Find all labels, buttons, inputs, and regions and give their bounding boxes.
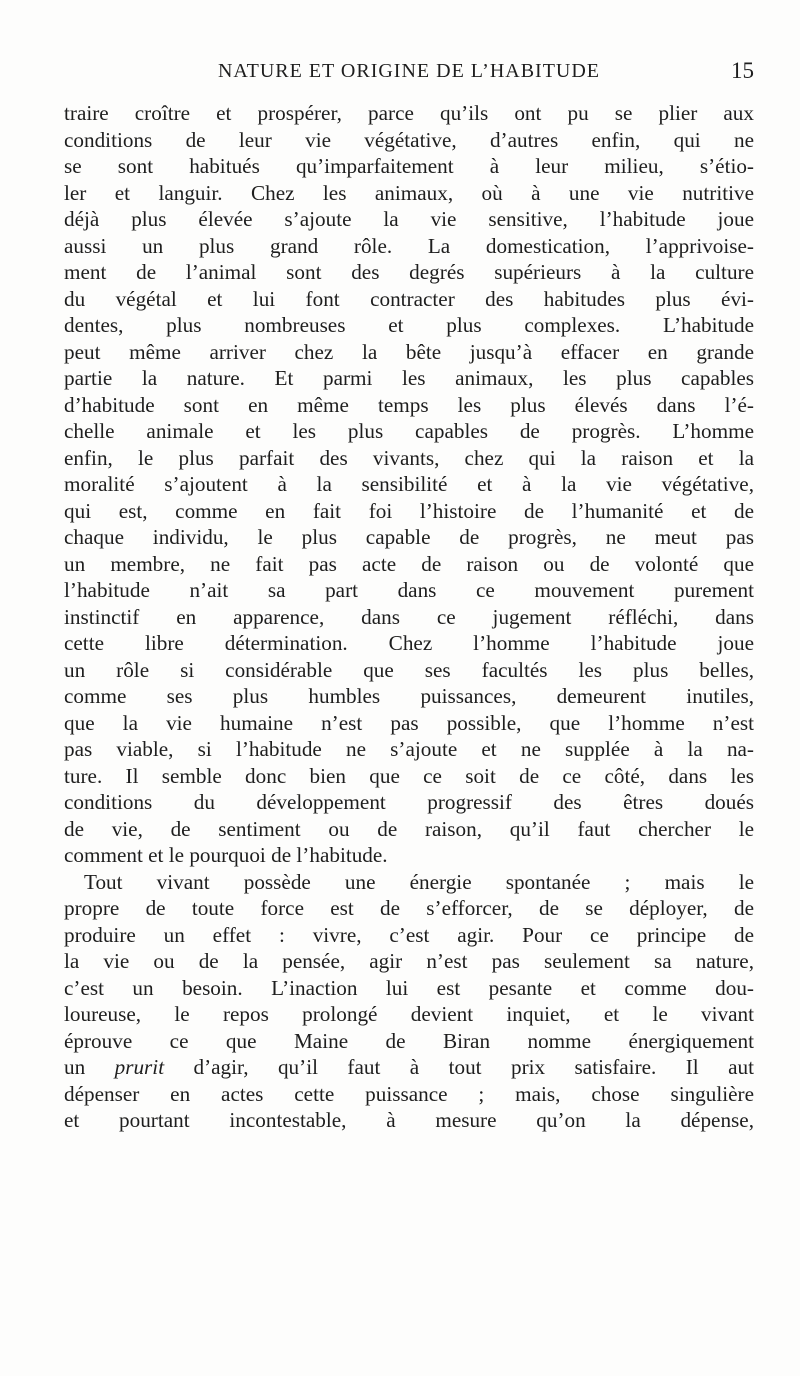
text-line: ment de l’animal sont des degrés supérieurs à la culture: [64, 260, 754, 284]
text-line: enfin, le plus parfait des vivants, chez qui la raison et la: [64, 445, 754, 470]
text-line: qui est, comme en fait foi l’histoire de l’humanité et de: [64, 498, 754, 523]
text-line-with-italic: [64, 1054, 754, 1081]
text-line: propre de toute force est de s’efforcer, de se déployer, de: [64, 896, 754, 920]
text-line: c’est un besoin. L’inaction lui est pesante et comme dou-: [64, 975, 754, 1000]
text-line: loureuse, le repos prolongé devient inquiet, et le vivant: [64, 1002, 754, 1026]
text-line: conditions du développement progressif des êtres doués: [64, 790, 754, 814]
text-line: un rôle si considérable que ses facultés les plus belles,: [64, 657, 754, 682]
text-line: conditions de leur vie végétative, d’autres enfin, qui ne: [64, 127, 754, 152]
text-line: traire croître et prospérer, parce qu’ils ont pu se plier aux: [64, 101, 754, 125]
text-segment: un: [64, 1055, 115, 1079]
text-line: pas viable, si l’habitude ne s’ajoute et ne supplée à la na-: [64, 737, 754, 761]
text-line: éprouve ce que Maine de Biran nomme énergiquement: [64, 1028, 754, 1053]
text-line: instinctif en apparence, dans ce jugement réfléchi, dans: [64, 604, 754, 629]
text-line: cette libre détermination. Chez l’homme l’habitude joue: [64, 631, 754, 655]
running-head: [64, 60, 754, 90]
text-line: la vie ou de la pensée, agir n’est pas seulement sa nature,: [64, 949, 754, 973]
text-line: ler et languir. Chez les animaux, où à une vie nutritive: [64, 180, 754, 205]
text-line: que la vie humaine n’est pas possible, que l’homme n’est: [64, 710, 754, 735]
italic-word: prurit: [114, 1055, 165, 1079]
text-line: se sont habitués qu’imparfaitement à leur milieu, s’étio-: [64, 154, 754, 178]
text-line: produire un effet : vivre, c’est agir. Pour ce principe de: [64, 922, 754, 947]
text-line: dentes, plus nombreuses et plus complexes. L’habitude: [64, 313, 754, 337]
text-line: et pourtant incontestable, à mesure qu’on la dépense,: [64, 1108, 754, 1132]
paragraph-start-line: Tout vivant possède une énergie spontanée ; mais le: [84, 869, 754, 894]
text-line: peut même arriver chez la bête jusqu’à effacer en grande: [64, 339, 754, 364]
page-number: 15: [731, 58, 754, 83]
text-line: chelle animale et les plus capables de progrès. L’homme: [64, 419, 754, 443]
text-line: déjà plus élevée s’ajoute la vie sensitive, l’habitude joue: [64, 207, 754, 231]
body-text: [64, 100, 754, 1134]
text-line: comme ses plus humbles puissances, demeurent inutiles,: [64, 684, 754, 708]
text-line: chaque individu, le plus capable de progrès, ne meut pas: [64, 525, 754, 549]
text-line: de vie, de sentiment ou de raison, qu’il faut chercher le: [64, 816, 754, 841]
text-line: un membre, ne fait pas acte de raison ou de volonté que: [64, 551, 754, 576]
text-line: partie la nature. Et parmi les animaux, les plus capables: [64, 366, 754, 390]
text-line: moralité s’ajoutent à la sensibilité et à la vie végétative,: [64, 472, 754, 496]
text-line: ture. Il semble donc bien que ce soit de ce côté, dans les: [64, 763, 754, 788]
text-line: aussi un plus grand rôle. La domestication, l’apprivoise-: [64, 233, 754, 258]
text-line: l’habitude n’ait sa part dans ce mouvement purement: [64, 578, 754, 602]
text-line: dépenser en actes cette puissance ; mais, chose singulière: [64, 1081, 754, 1106]
running-title: NATURE ET ORIGINE DE L’HABITUDE: [217, 60, 601, 82]
text-line: du végétal et lui font contracter des habitudes plus évi-: [64, 286, 754, 311]
paragraph-end-line: comment et le pourquoi de l’habitude.: [64, 843, 388, 867]
text-segment: d’agir, qu’il faut à tout prix satisfaire. Il aut: [164, 1055, 755, 1079]
text-line: d’habitude sont en même temps les plus élevés dans l’é-: [64, 392, 754, 417]
